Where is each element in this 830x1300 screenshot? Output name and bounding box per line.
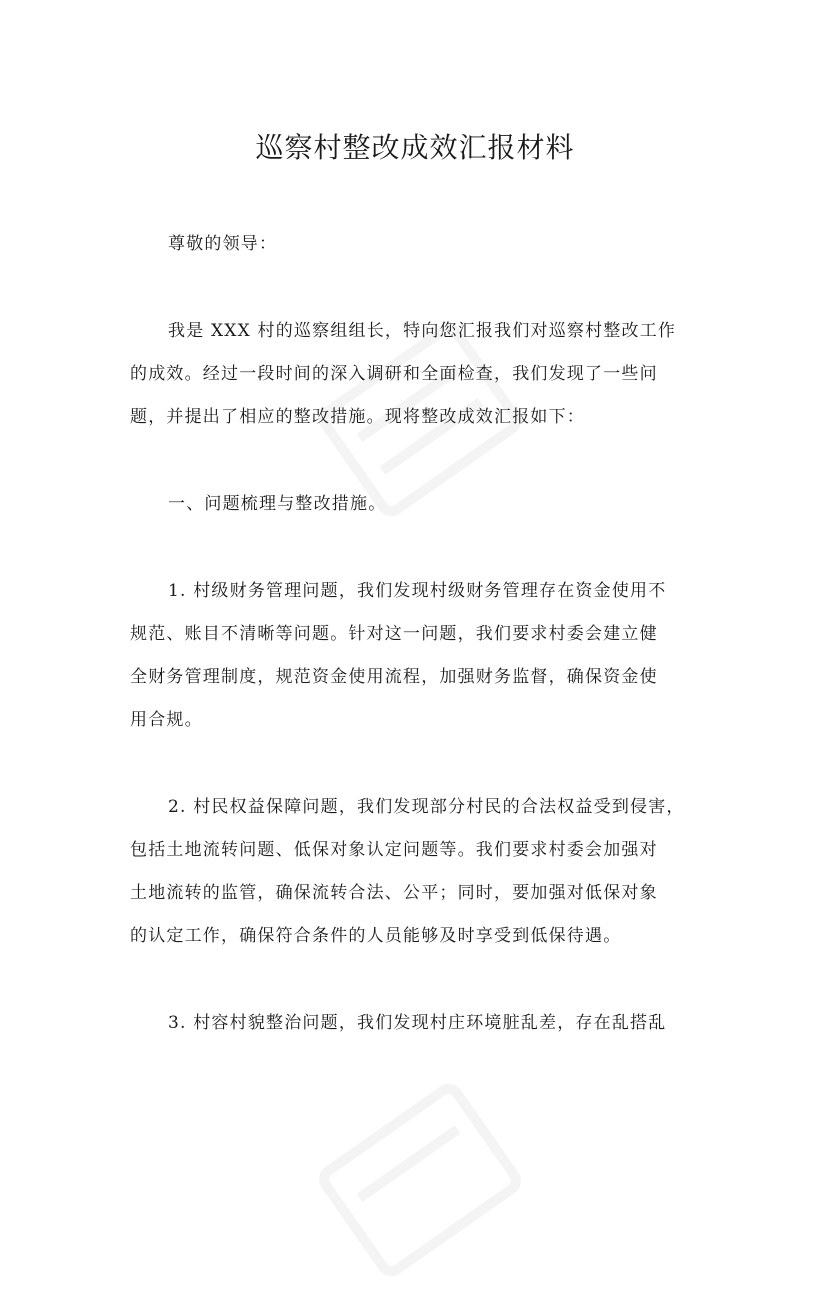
intro-line: 的成效。经过一段时间的深入调研和全面检查，我们发现了一些问 [130,364,658,384]
item1-line: 1. 村级财务管理问题，我们发现村级财务管理存在资金使用不 [168,581,667,601]
item2-line: 的认定工作，确保符合条件的人员能够及时享受到低保待遇。 [130,926,622,946]
item2-line: 2. 村民权益保障问题，我们发现部分村民的合法权益受到侵害， [168,797,685,817]
document-title: 巡察村整改成效汇报材料 [255,131,575,164]
item1-line: 全财务管理制度，规范资金使用流程，加强财务监督，确保资金使 [130,667,658,687]
item2-line: 土地流转的监管，确保流转合法、公平；同时，要加强对低保对象 [130,883,658,903]
section-heading: 一、问题梳理与整改措施。 [168,494,387,514]
item3-line: 3. 村容村貌整治问题，我们发现村庄环境脏乱差，存在乱搭乱 [168,1013,667,1033]
intro-line: 我是 XXX 村的巡察组组长，特向您汇报我们对巡察村整改工作 [168,321,677,341]
item2-line: 包括土地流转问题、低保对象认定问题等。我们要求村委会加强对 [130,840,658,860]
watermark-stamp-icon [300,1060,540,1300]
intro-line: 题，并提出了相应的整改措施。现将整改成效汇报如下： [130,407,585,427]
item1-line: 用合规。 [130,710,203,730]
salutation: 尊敬的领导： [168,234,278,254]
item1-line: 规范、账目不清晰等问题。针对这一问题，我们要求村委会建立健 [130,624,658,644]
